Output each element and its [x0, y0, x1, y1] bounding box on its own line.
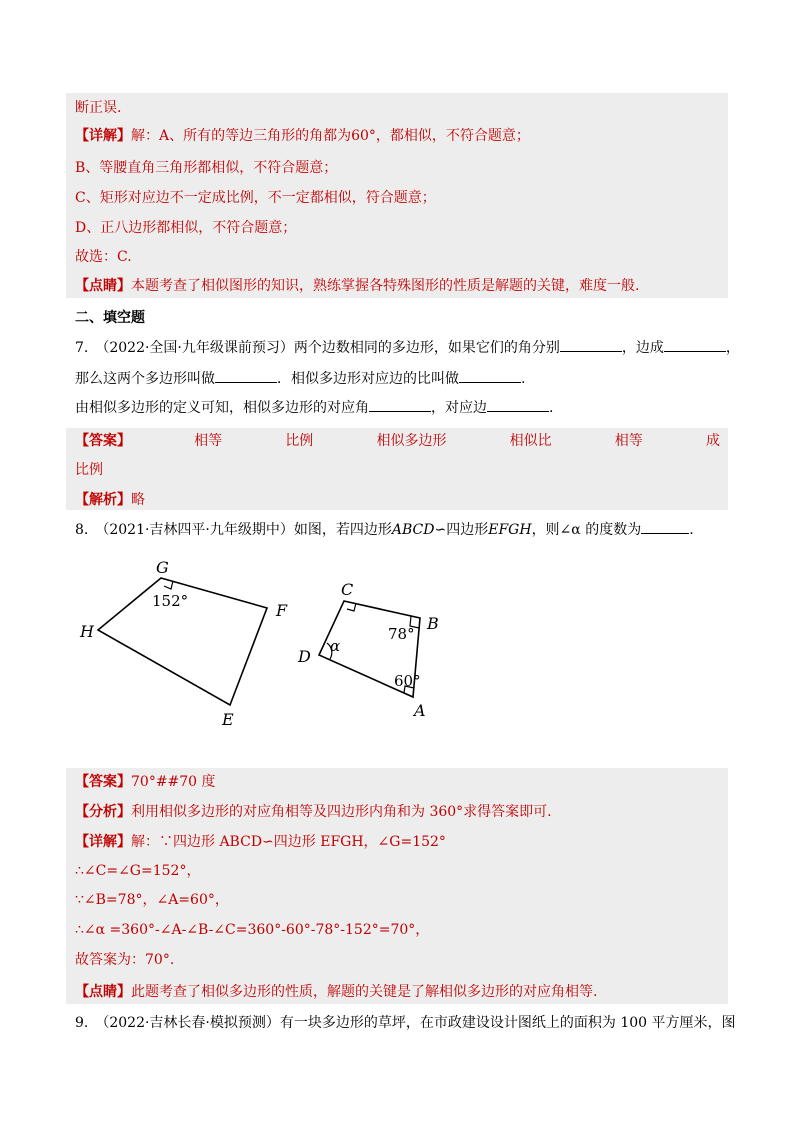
point-text: 此题考查了相似多边形的性质，解题的关键是了解相似多边形的对应角相等. — [131, 984, 598, 1000]
answer-item: 成 — [705, 433, 720, 449]
label-a: A — [414, 701, 426, 720]
q7-text: ，边成 — [621, 340, 664, 356]
q8-text: . — [689, 522, 694, 538]
label-g: G — [156, 558, 169, 577]
text-line: B、等腰直角三角形都相似，不符合题意； — [75, 160, 338, 176]
label-alpha: α — [330, 637, 341, 655]
detail-tag: 【详解】 — [75, 834, 131, 850]
answer-item: 相等 — [194, 433, 223, 449]
q7-text: ．相似多边形对应边的比叫做 — [277, 371, 459, 387]
detail-step: ∵∠B=78°，∠A=60°， — [75, 892, 229, 908]
point-tag: 【点睛】 — [75, 278, 131, 294]
q7-text: . — [549, 400, 554, 416]
text-line: C、矩形对应边不一定成比例，不一定都相似，符合题意； — [75, 190, 436, 206]
angle-a-value: 60° — [394, 672, 421, 690]
section-heading: 二、填空题 — [75, 310, 145, 326]
label-h: H — [80, 622, 94, 641]
detail-text: 解：A、所有的等边三角形的角都为60°，都相似，不符合题意； — [131, 128, 530, 144]
q7-text: 那么这两个多边形叫做 — [75, 371, 215, 387]
answer-item: 相等 — [614, 433, 643, 449]
question-9-line: 9. （2022·吉林长春·模拟预测）有一块多边形的草坪，在市政建设设计图纸上的面积为 100 平方厘米，图 — [75, 1015, 736, 1031]
angle-g-value: 152° — [152, 592, 189, 610]
detail-step: ∴∠C=∠G=152°， — [75, 863, 201, 879]
answer-item: 比例 — [285, 433, 314, 449]
text-line: 断正误. — [75, 100, 122, 116]
q7-text: 7. （2022·全国·九年级课前预习）两个边数相同的多边形，如果它们的角分别 — [75, 340, 560, 356]
answer-item: 相似多边形 — [376, 433, 447, 449]
label-e: E — [222, 710, 234, 729]
angle-b-value: 78° — [388, 625, 415, 643]
angle-marker-g — [164, 581, 173, 589]
point-line — [75, 982, 597, 1002]
label-c: C — [341, 580, 354, 599]
analysis-tag: 【解析】 — [75, 492, 131, 508]
answer-text: 70°##70 度 — [131, 774, 216, 790]
q7-text: ，对应边 — [431, 400, 487, 416]
analysis-line — [75, 802, 552, 822]
q7-text: 由相似多边形的定义可知，相似多边形的对应角 — [75, 400, 369, 416]
q8-text: ，则∠α 的度数为 — [531, 522, 642, 538]
label-b: B — [427, 614, 439, 633]
analysis-text: 利用相似多边形的对应角相等及四边形内角和为 360°求得答案即可. — [131, 804, 552, 820]
detail-step: 故答案为：70°. — [75, 952, 175, 968]
q8-text: 8. （2021·吉林四平·九年级期中）如图，若四边形 — [75, 522, 392, 538]
analysis-text: 略 — [131, 492, 145, 508]
answer-item: 相似比 — [509, 433, 552, 449]
label-d: D — [298, 647, 311, 666]
text-line: 故选：C. — [75, 249, 132, 265]
label-f: F — [276, 601, 288, 620]
q8-abcd: ABCD — [391, 522, 435, 538]
q8-text: ∽四边形 — [434, 522, 489, 538]
q7-text: ， — [725, 340, 740, 356]
answer-wrap: 比例 — [75, 462, 103, 478]
detail-tag: 【详解】 — [75, 128, 131, 144]
answer-tag: 【答案】 — [75, 774, 131, 790]
point-tag: 【点睛】 — [75, 984, 131, 1000]
q8-efgh: EFGH — [488, 522, 532, 538]
text-line: D、正八边形都相似，不符合题意； — [75, 220, 297, 236]
q7-text: . — [521, 371, 526, 387]
detail-step: ∴∠α =360°-∠A-∠B-∠C=360°-60°-78°-152°=70°， — [75, 922, 430, 938]
answer-line — [75, 772, 216, 792]
detail-text: 解：∵四边形 ABCD∽四边形 EFGH，∠G=152° — [131, 834, 446, 850]
answer-tag: 【答案】 — [75, 433, 131, 449]
detail-line — [75, 832, 446, 852]
point-text: 本题考查了相似图形的知识，熟练掌握各特殊图形的性质是解题的关键，难度一般. — [131, 278, 640, 294]
analysis-tag: 【分析】 — [75, 804, 131, 820]
